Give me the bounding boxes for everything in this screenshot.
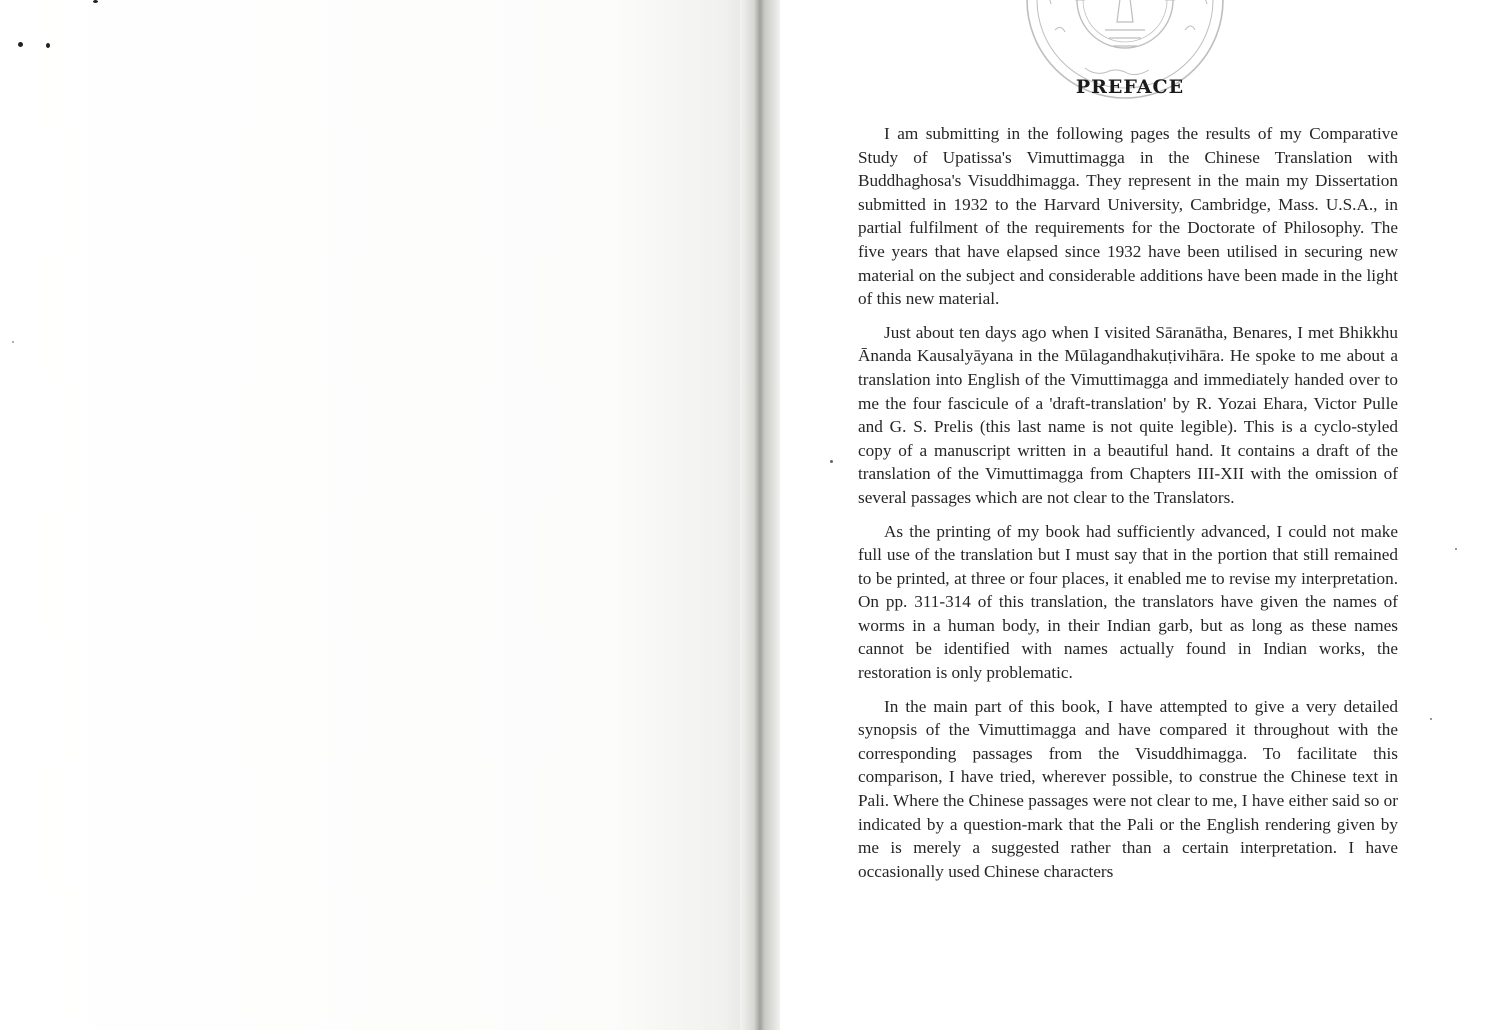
paragraph: As the printing of my book had sufficiently advanced, I could not make full use of the translation but I must say that in the portion that still remained to be printed, at three or four places, it enabled me to revise my interpretation. On pp. 311-314 of this translation, the translators have given the names of worms in a human body, in their Indian garb, but as long as these names cannot be identified with names actually found in Indian works, the restoration is only problematic. [858,521,1398,683]
paragraph: In the main part of this book, I have attempted to give a very detailed synopsis of the Vimuttimagga and have compared it throughout with the corresponding passages from the Visuddhimagga. To facilitate this comparison, I have tried, wherever possible, to construe the Chinese text in Pali. Where the Chinese passages were not clear to me, I have either said so or indicated by a question-mark that the Pali or the English rendering given by me is merely a suggested rather than a certain interpretation. I have occasionally used Chinese characters [858,696,1398,881]
paragraph: Just about ten days ago when I visited Sāranātha, Benares, I met Bhikkhu Ānanda Kausalyāyana in the Mūlagandhakuṭivihāra. He spoke to me about a translation into English of the Vimuttimagga and immediately handed over to me the four fascicule of a 'draft-translation' by R. Yozai Ehara, Victor Pulle and G. S. Prelis (this last name is not quite legible). This is a cyclo-styled copy of a manuscript written in a beautiful hand. It contains a draft of the translation of the Vimuttimagga from Chapters III-XII with the omission of several passages which are not clear to the Translators. [858,322,1398,507]
ink-speck [830,460,833,463]
book-gutter [740,0,780,1030]
library-seal-stamp [1025,0,1225,120]
paragraph: I am submitting in the following pages the results of my Comparative Study of Upatissa's Vimuttimagga in the Chinese Translation with Buddhaghosa's Visuddhimagga. They represent in the main my Dissertation submitted in 1932 to the Harvard University, Cambridge, Mass. U.S.A., in partial fulfilment of the requirements for the Doctorate of Philosophy. The five years that have elapsed since 1932 have been utilised in securing new material on the subject and considerable additions have been made in the light of this new material. [858,124,1398,309]
ink-speck [12,341,14,343]
ink-speck [18,42,23,47]
preface-body [858,122,1398,893]
ink-speck [93,0,98,3]
ink-speck [1430,718,1432,720]
preface-heading: PREFACE [1075,76,1185,98]
ink-speck [46,43,50,48]
ink-speck [1455,548,1457,550]
